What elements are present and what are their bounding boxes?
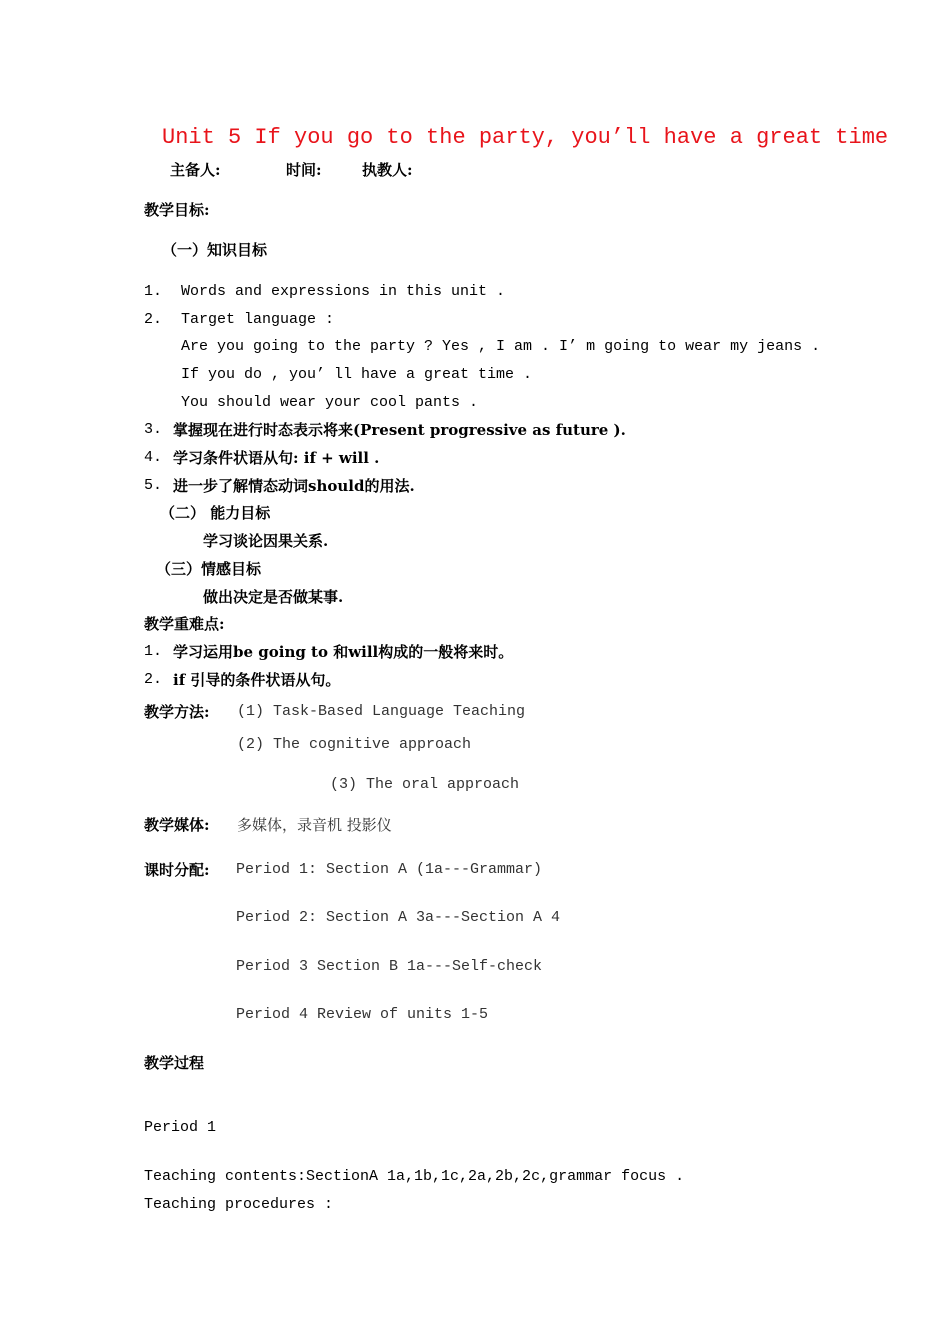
list-item: If you do , you’ ll have a great time . <box>181 366 533 383</box>
ability-text: 学习谈论因果关系. <box>203 532 329 550</box>
emotion-text: 做出决定是否做某事. <box>203 588 344 606</box>
period-item: Period 3 Section B 1a---Self-check <box>236 958 543 975</box>
list-num: 2. <box>144 311 163 328</box>
method-item: (2) The cognitive approach <box>237 736 472 753</box>
list-item: Words and expressions in this unit . <box>181 283 506 300</box>
list-item: You should wear your cool pants . <box>181 394 479 411</box>
teaching-procedures: Teaching procedures : <box>144 1196 334 1213</box>
emotion-heading: （三）情感目标 <box>156 560 262 578</box>
list-num: 1. <box>144 283 163 300</box>
period-item: Period 4 Review of units 1-5 <box>236 1006 489 1023</box>
list-item: 进一步了解情态动词should的用法. <box>173 477 415 495</box>
list-item: 学习运用be going to 和will构成的一般将来时。 <box>173 643 514 661</box>
media-label: 教学媒体: <box>144 816 210 834</box>
list-num: 2. <box>144 671 163 688</box>
period-item: Period 2: Section A 3a---Section A 4 <box>236 909 561 926</box>
document-title: Unit 5 If you go to the party, you’ll have a great time <box>162 125 889 150</box>
ability-heading: （二） 能力目标 <box>160 504 271 522</box>
list-item: Are you going to the party ? Yes , I am . I’ m going to wear my jeans . <box>181 338 821 355</box>
list-item: 学习条件状语从句: if + will . <box>173 449 380 467</box>
list-num: 4. <box>144 449 163 466</box>
period-heading: Period 1 <box>144 1119 217 1136</box>
teacher-label: 执教人: <box>362 161 413 179</box>
method-item: (3) The oral approach <box>330 776 520 793</box>
list-num: 5. <box>144 477 163 494</box>
media-text: 多媒体，录音机 投影仪 <box>237 816 392 834</box>
preparer-label: 主备人: <box>170 161 221 179</box>
period-item: Period 1: Section A (1a---Grammar) <box>236 861 543 878</box>
process-heading: 教学过程 <box>144 1054 205 1072</box>
list-num: 1. <box>144 643 163 660</box>
knowledge-heading: （一）知识目标 <box>162 241 268 259</box>
list-num: 3. <box>144 421 163 438</box>
methods-label: 教学方法: <box>144 703 210 721</box>
objectives-heading: 教学目标: <box>144 201 210 219</box>
method-item: (1) Task-Based Language Teaching <box>237 703 526 720</box>
teaching-contents: Teaching contents:SectionA 1a,1b,1c,2a,2b,2c,grammar focus . <box>144 1168 685 1185</box>
list-item: Target language : <box>181 311 335 328</box>
list-item: if 引导的条件状语从句。 <box>173 671 341 689</box>
key-points-heading: 教学重难点: <box>144 615 225 633</box>
time-label: 时间: <box>286 161 322 179</box>
list-item: 掌握现在进行时态表示将来(Present progressive as future ). <box>173 421 626 439</box>
periods-label: 课时分配: <box>144 861 210 879</box>
